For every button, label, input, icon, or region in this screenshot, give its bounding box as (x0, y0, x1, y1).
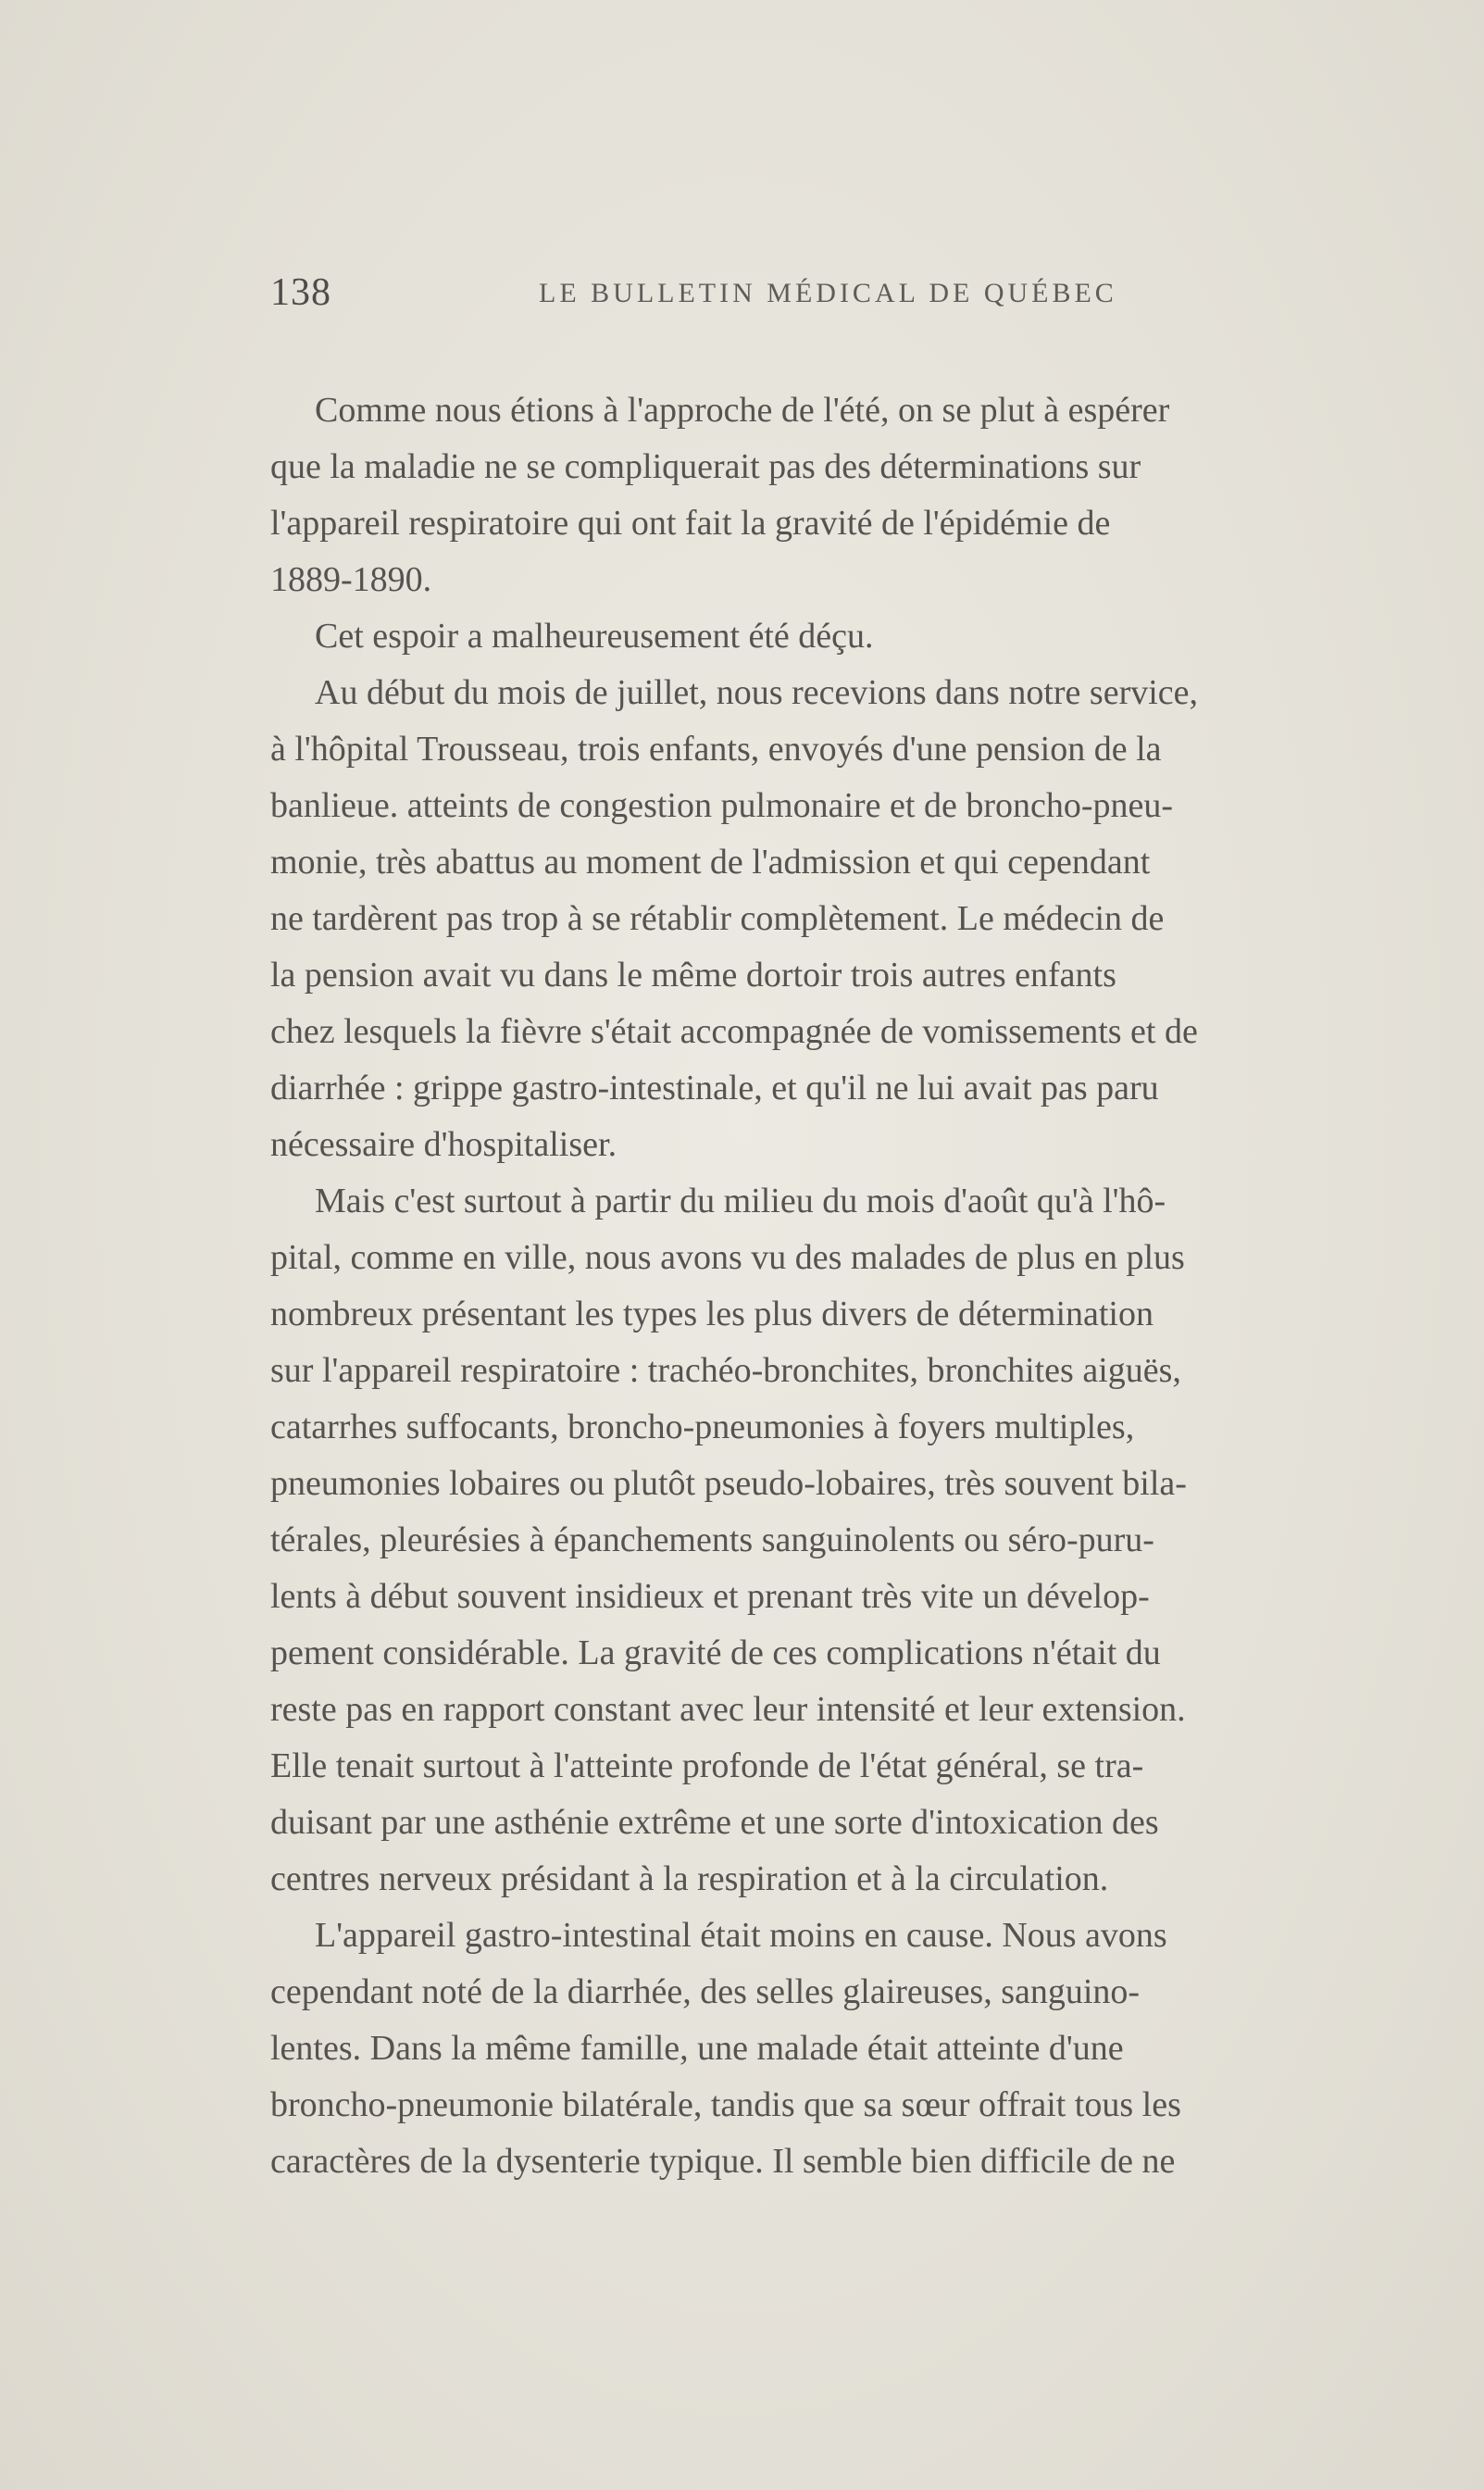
body-text (270, 382, 1440, 2190)
paragraph-1: Comme nous étions à l'approche de l'été, on se plut à espérer que la maladie ne se compliquerait pas des déterminations sur l'appareil respiratoire qui ont fait la gravité de l'épidémie de 1889-1890. (270, 391, 1170, 599)
paragraph-2: Cet espoir a malheureusement été déçu. (315, 617, 874, 656)
page-number: 138 (270, 271, 331, 314)
paragraph-4: Mais c'est surtout à partir du milieu du mois d'août qu'à l'hô- pital, comme en ville, nous avons vu des malades de plus en plus nombreux présentant les types les plus divers de détermination sur l'appareil respiratoire : trachéo-bronchites, bronchites aiguës, catarrhes suffocants, broncho-pneumonies à foyers multiples, pneumonies lobaires ou plutôt pseudo-lobaires, très souvent bila- térales, pleurésies à épanchements sanguinolents ou séro-puru- lents à début souvent insidieux et prenant très vite un dévelop- pement considérable. La gravité de ces complications n'était du reste pas en rapport constant avec leur intensité et leur extension. Elle tenait surtout à l'atteinte profonde de l'état général, se tra- duisant par une asthénie extrême et une sorte d'intoxication des centres nerveux présidant à la respiration et à la circulation. (270, 1182, 1187, 1898)
running-title: LE BULLETIN MÉDICAL DE QUÉBEC (539, 278, 1117, 308)
page-header (270, 270, 1196, 326)
paragraph-3: Au début du mois de juillet, nous recevions dans notre service, à l'hôpital Trousseau, trois enfants, envoyés d'une pension de la banlieue. atteints de congestion pulmonaire et de broncho-pneu- monie, très abattus au moment de l'admission et qui cependant ne tardèrent pas trop à se rétablir complètement. Le médecin de la pension avait vu dans le même dortoir trois autres enfants chez lesquels la fièvre s'était accompagnée de vomissements et de diarrhée : grippe gastro-intestinale, et qu'il ne lui avait pas paru nécessaire d'hospitaliser. (270, 673, 1199, 1164)
paragraph-5: L'appareil gastro-intestinal était moins en cause. Nous avons cependant noté de la diarrhée, des selles glaireuses, sanguino- lentes. Dans la même famille, une malade était atteinte d'une broncho-pneumonie bilatérale, tandis que sa sœur offrait tous les caractères de la dysenterie typique. Il semble bien difficile de ne (270, 1916, 1181, 2181)
